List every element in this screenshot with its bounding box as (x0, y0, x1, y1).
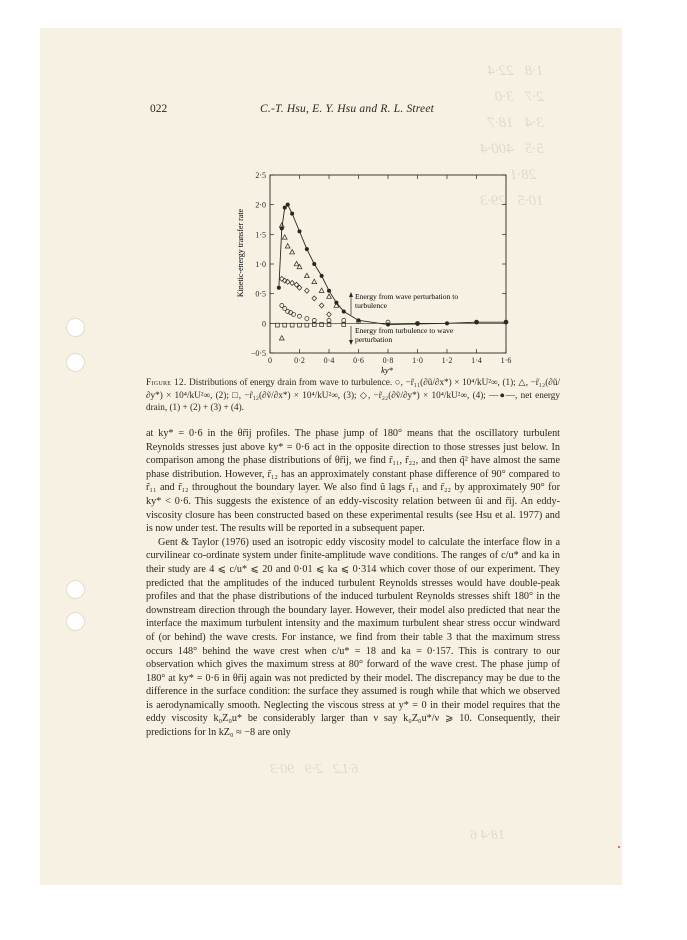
circle-point (305, 317, 309, 321)
bleed-through-marks: 1·8 22·4 2·7 3·0 3·4 18·7 5·5 400·4 28·1 10·5 29·3 (480, 63, 544, 209)
net-drain-point (357, 318, 361, 322)
bleed-through-marks: 18·4 6 (470, 828, 505, 843)
net-drain-point (504, 320, 508, 324)
diamond-point (327, 312, 332, 317)
square-point (305, 323, 309, 327)
y-axis-label: Kinetic-energy transfer rate (236, 208, 245, 298)
series-5 (277, 203, 508, 327)
square-point (283, 323, 287, 327)
square-point (275, 323, 279, 327)
triangle-point (297, 264, 302, 268)
annotation-upper-line1: Energy from wave perturbation to (355, 292, 459, 301)
net-drain-point (342, 309, 346, 313)
energy-transfer-chart (200, 168, 530, 378)
triangle-point (294, 261, 299, 265)
annotation-upper-line2: turbulence (355, 301, 388, 310)
circle-point (298, 314, 302, 318)
circle-point (292, 312, 296, 316)
figure-caption-text: Distributions of energy drain from wave to turbulence. ○, −r̃₁₁(∂ũ/∂x*) × 10⁴/kU²∞, (1); △, −r̃₁₂(∂ũ/∂y*) × 10⁴/kU²∞, (2); □, −r̃₁₂(∂ṽ/∂x*) × 10⁴/kU²∞, (3); ◇, −r̃₂₂(∂ṽ/∂y*) × 10⁴/kU²∞, (4); —●—, net energy drain, (1) + (2) + (3) + (4). (146, 377, 560, 412)
square-point (290, 323, 294, 327)
annotation-arrowhead-up (349, 292, 353, 297)
diamond-point (319, 303, 324, 308)
net-drain-point (305, 247, 309, 251)
y-tick-label: 0 (262, 319, 266, 329)
y-tick-label: 1·0 (255, 260, 266, 269)
triangle-point (327, 294, 332, 298)
annotation-lower-line2: perturbation (355, 335, 393, 344)
net-drain-point (286, 203, 290, 207)
triangle-point (282, 235, 287, 239)
circle-point (327, 318, 331, 322)
punch-hole (66, 612, 85, 631)
diamond-point (280, 276, 285, 281)
x-tick-label: 1·0 (412, 356, 423, 365)
page-number: 022 (150, 103, 168, 115)
triangle-point (312, 279, 317, 283)
punch-hole (66, 580, 85, 599)
diamond-point (312, 296, 317, 301)
circle-point (312, 318, 316, 322)
x-axis-label: ky* (381, 365, 393, 375)
net-drain-point (334, 301, 338, 305)
figure-caption-label: Figure 12. (146, 377, 187, 387)
y-tick-label: 2·0 (255, 200, 266, 210)
annotation-lower-line1: Energy from turbulence to wave (355, 326, 454, 335)
punch-hole (66, 318, 85, 337)
paragraph: Gent & Taylor (1976) used an isotropic eddy viscosity model to calculate the interface flow in a curvilinear co-ordinate system under finite-amplitude wave conditions. The ranges of c/u* and ka in their study are 4 ⩽ c/u* ⩽ 20 and 0·01 ⩽ ka ⩽ 0·314 which cover those of our experiment. They predicted that the amplitudes of the induced turbulent Reynolds stresses would have double-peak profiles and that the phase distributions of the induced turbulent Reynolds stresses shift 180° in the downstream direction through the boundary layer. However, their model also predicted that near the interface the maximum turbulent intensity and the maximum turbulent shear stress occur windward of (or behind) the wave crests. For instance, we find from their table 3 that the maximum stress occurs 148° behind the wave crest when c/u* = 18 and ka = 0·157. This is contrary to our observation which gives the maximum stress at 80° forward of the wave crest. The phase jump of 180° at ky* = 0·6 in θr̃ij again was not predicted by their model. The discrepancy may be due to the difference in the surface condition: the surface they assumed is rough while that which we observed is aerodynamically smooth. Neglecting the viscous stress at y* = 0 in their model requires that the eddy viscosity k₀Z₀u* be considerably larger than ν say k₀Z₀u*/ν ⩾ 10. Consequently, their predictions for ln kZ₀ ≈ −8 are only (146, 536, 560, 739)
bleed-through-marks: 6·L2 2·9 90·3 (270, 762, 359, 777)
y-tick-label: −0·5 (250, 349, 266, 358)
net-drain-point (327, 289, 331, 293)
y-tick-label: 0·5 (255, 289, 266, 299)
x-tick-label: 0 (268, 356, 272, 365)
x-tick-label: 1·6 (500, 356, 512, 365)
running-title: C.-T. Hsu, E. Y. Hsu and R. L. Street (260, 103, 435, 115)
net-drain-point (277, 286, 281, 290)
net-drain-point (475, 320, 479, 324)
net-drain-point (312, 262, 316, 266)
diamond-point (305, 288, 310, 293)
net-drain-point (280, 226, 284, 230)
circle-point (342, 318, 346, 322)
triangle-point (285, 244, 290, 248)
net-drain-point (320, 274, 324, 278)
diamond-point (290, 280, 295, 285)
square-point (298, 323, 302, 327)
annotation-arrowhead-down (349, 340, 353, 345)
triangle-point (304, 273, 309, 277)
x-tick-label: 1·2 (441, 356, 453, 365)
triangle-point (319, 288, 324, 292)
y-tick-label: 1·5 (255, 230, 266, 240)
y-tick-label: 2·5 (255, 171, 266, 180)
figure-caption (146, 376, 560, 414)
net-drain-point (298, 229, 302, 233)
triangle-point (279, 336, 284, 340)
x-tick-label: 1·4 (471, 356, 482, 365)
net-drain-point (445, 321, 449, 325)
triangle-point (290, 250, 295, 254)
x-tick-label: 0·4 (323, 356, 335, 365)
x-tick-label: 0·8 (382, 356, 394, 365)
paragraph: at ky* = 0·6 in the θr̃ij profiles. The phase jump of 180° means that the oscillatory turbulent Reynolds stresses just above ky* = 0·6 act in the opposite direction to those stresses just below. In comparison among the phase distributions of θr̃ij, we find r̃₁₁, r̃₂₂, and then q̃² have almost the same phase distribution. However, r̃₁₂ has an approximately constant phase difference of 90° compared to r̃₁₁ and r̃₁₂ throughout the boundary layer. We also find ũ lags r̃₁₁ and r̃₂₂ by approximately 90° for ky* < 0·6. This suggests the existence of an eddy-viscosity relation between ũi and r̃ij. An eddy-viscosity closure has been constructed based on these experimental results (see Hsu et al. 1977) and is now under test. The results will be reported in a subsequent paper. (146, 428, 560, 535)
x-tick-label: 0·6 (353, 356, 364, 365)
punch-hole (66, 353, 85, 372)
net-drain-point (283, 206, 287, 210)
series-4 (280, 276, 332, 317)
body-text (146, 427, 560, 740)
x-tick-label: 0·2 (294, 356, 305, 365)
red-speck (618, 846, 620, 848)
net-drain-point (290, 212, 294, 216)
